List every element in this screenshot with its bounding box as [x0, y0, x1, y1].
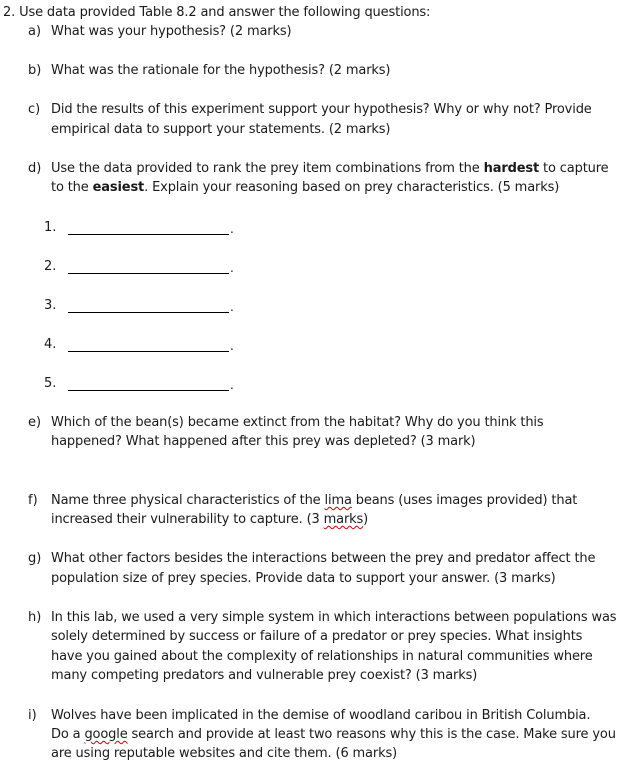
item-i-text-line1: Wolves have been implicated in the demise of woodland caribou in British Columbia. — [51, 708, 591, 723]
item-f-label: f) — [28, 493, 38, 508]
item-h-text-line4: many competing predators and vulnerable prey coexist? (3 marks) — [51, 668, 478, 683]
item-e-text-line2: happened? What happened after this prey was depleted? (3 mark) — [51, 434, 476, 449]
item-d-text-line2: to the easiest. Explain your reasoning based on prey characteristics. (5 marks) — [51, 180, 560, 195]
item-d-text-line1: Use the data provided to rank the prey item combinations from the hardest to capture — [51, 161, 609, 176]
item-e-text-line1: Which of the bean(s) became extinct from the habitat? Why do you think this — [51, 415, 544, 430]
item-h-text-line1: In this lab, we used a very simple system in which interactions between populations was — [51, 610, 617, 625]
item-i-label: i) — [28, 708, 37, 723]
question-text: Use data provided Table 8.2 and answer the following questions: — [19, 5, 431, 20]
item-h-label: h) — [28, 610, 42, 625]
item-i-text-line2: Do a google search and provide at least two reasons why this is the case. Make sure you — [51, 727, 616, 742]
item-c-text-line1: Did the results of this experiment support your hypothesis? Why or why not? Provide — [51, 102, 592, 117]
item-i-text-line3: are using reputable websites and cite them. (6 marks) — [51, 746, 397, 761]
rank-blank-5[interactable]: 5. . — [44, 376, 234, 392]
rank-blank-line[interactable] — [68, 390, 229, 391]
question-number: 2. — [3, 5, 16, 20]
item-a-text: What was your hypothesis? (2 marks) — [51, 24, 292, 39]
item-h-text-line2: solely determined by success or failure of a predator or prey species. What insights — [51, 629, 583, 644]
item-e-label: e) — [28, 415, 42, 430]
item-b-label: b) — [28, 63, 42, 78]
item-h-text-line3: have you gained about the complexity of relationships in natural communities where — [51, 649, 593, 664]
item-f-text-line1: Name three physical characteristics of the lima beans (uses images provided) that — [51, 493, 578, 508]
emphasis-hardest: hardest — [483, 161, 540, 176]
rank-blank-line[interactable] — [68, 351, 229, 352]
spellcheck-word: marks — [323, 512, 364, 527]
item-d-label: d) — [28, 161, 42, 176]
rank-blank-2[interactable]: 2. . — [44, 259, 234, 275]
item-g-text-line1: What other factors besides the interactions between the prey and predator affect the — [51, 551, 596, 566]
question-heading — [3, 5, 430, 21]
rank-blank-line[interactable] — [68, 312, 229, 313]
item-g-text-line2: population size of prey species. Provide data to support your answer. (3 marks) — [51, 571, 556, 586]
rank-blank-3[interactable]: 3. . — [44, 298, 234, 314]
item-b-text: What was the rationale for the hypothesis? (2 marks) — [51, 63, 391, 78]
item-f-text-line2: increased their vulnerability to capture. (3 marks) — [51, 512, 369, 527]
spellcheck-word: lima — [324, 493, 352, 508]
item-c-text-line2: empirical data to support your statements. (2 marks) — [51, 122, 391, 137]
rank-blank-line[interactable] — [68, 234, 229, 235]
item-c-label: c) — [28, 102, 41, 117]
rank-blank-1[interactable]: 1. . — [44, 220, 234, 236]
item-a-label: a) — [28, 24, 42, 39]
rank-blank-4[interactable]: 4. . — [44, 337, 234, 353]
spellcheck-word: google — [84, 727, 128, 742]
emphasis-easiest: easiest — [92, 180, 145, 195]
item-g-label: g) — [28, 551, 42, 566]
rank-blank-line[interactable] — [68, 273, 229, 274]
